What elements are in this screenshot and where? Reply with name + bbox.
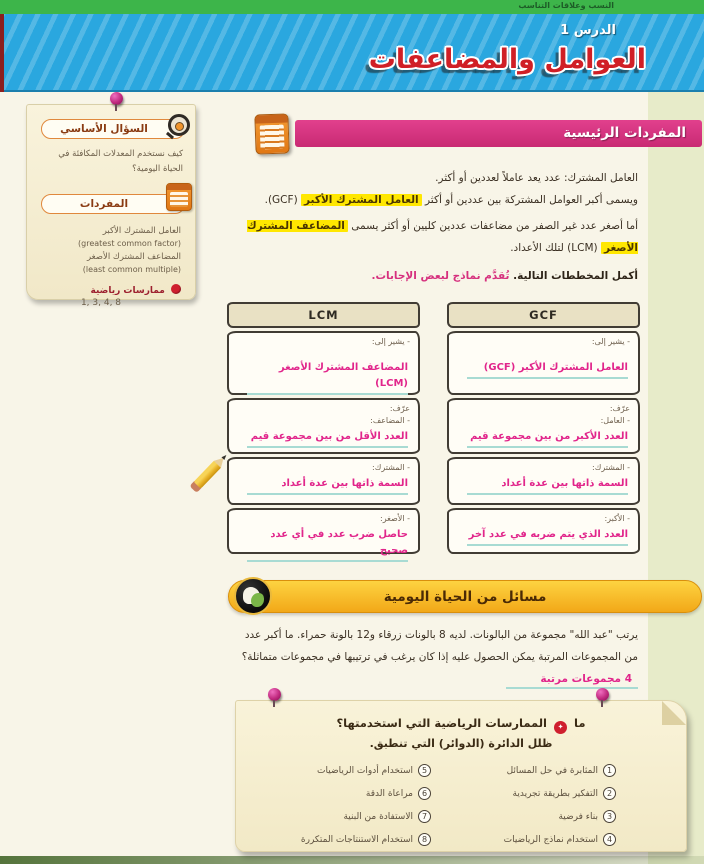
word-problem: يرتب "عبد الله" مجموعة من البالونات. لديه 8 بالونات زرقاء و12 بالونة حمراء. ما أكبر عدد من المجموعات المرتبة يمكن الحصول عليه إذا كان يرغب في ترتيبها في مجموعات متماثلة؟ 4 مجموعات مرتبة — [232, 624, 638, 690]
page-title: العوامل والمضاعفات — [368, 44, 646, 75]
practice-item: 2 التفكير بطريقة تجريدية — [461, 782, 616, 805]
essential-question-title: السؤال الأساسي — [60, 123, 148, 135]
lcm-least-box: - الأصغر: حاصل ضرب عدد في أي عدد صحيح — [227, 508, 420, 554]
practice-item: 7 الاستفادة من البنية — [276, 805, 431, 828]
practice-circle[interactable]: 2 — [603, 787, 616, 800]
unit-strip-label: النسب وعلاقات التناسب — [518, 1, 614, 10]
math-practices-note — [235, 700, 687, 852]
answer-blank[interactable]: العدد الأقل من بين مجموعة قيم — [247, 429, 408, 448]
lcm-chart-header: LCM — [227, 302, 420, 328]
lcm-definition-paragraph: أما أصغر عدد غير الصفر من مضاعفات عددين كليين أو أكثر يسمى المضاعف المشترك الأصغر (LCM) لتلك الأعداد. — [246, 220, 638, 254]
practice-item: 5 استخدام أدوات الرياضيات — [276, 759, 431, 782]
pushpin-icon — [110, 92, 123, 105]
practice-circle[interactable]: 7 — [418, 810, 431, 823]
magnifier-icon — [168, 114, 190, 136]
vocabulary-terms — [35, 224, 181, 277]
pushpin-icon — [596, 688, 609, 701]
answer-blank[interactable]: السمة ذاتها بين عدة أعداد — [247, 476, 408, 495]
practices-question-title: ما ✦ الممارسات الرياضية التي استخدمتها؟ — [236, 716, 686, 734]
gcf-concept-chart — [447, 302, 640, 554]
gcf-highlighted-term: العامل المشترك الأكبر — [301, 194, 422, 206]
answer-blank[interactable]: العدد الأكبر من بين مجموعة قيم — [467, 429, 628, 448]
vocab-term-en: (least common multiple) — [82, 265, 181, 275]
practice-circle[interactable]: 6 — [418, 787, 431, 800]
gcf-common-box: - المشترك: السمة ذاتها بين عدة أعداد — [447, 457, 640, 505]
gcf-define-factor-box: عرّف: - العامل: العدد الأكبر من بين مجموعة قيم — [447, 398, 640, 454]
vocab-card-icon — [166, 183, 192, 211]
vocab-term-en: (greatest common factor) — [78, 239, 181, 249]
sidebar-note — [26, 104, 196, 309]
practice-circle[interactable]: 1 — [603, 764, 616, 777]
essential-question-header — [41, 119, 185, 139]
answer-blank[interactable]: حاصل ضرب عدد في أي عدد صحيح — [247, 527, 408, 562]
pencil-icon — [189, 453, 228, 493]
practice-circle[interactable]: 8 — [418, 833, 431, 846]
unit-strip — [0, 0, 704, 14]
page-edge-decoration — [0, 14, 4, 92]
answer-blank[interactable]: العامل المشترك الأكبر (GCF) — [467, 360, 628, 379]
lesson-header — [0, 14, 704, 92]
practice-badge-icon: ✦ — [554, 721, 567, 734]
vocabulary-title: المفردات — [79, 197, 129, 210]
gcf-chart-header: GCF — [447, 302, 640, 328]
math-practices-label: ممارسات رياضية — [35, 284, 181, 296]
lcm-concept-chart — [227, 302, 420, 554]
daily-life-banner: مسائل من الحياة اليومية — [228, 580, 702, 613]
answer-blank[interactable]: السمة ذاتها بين عدة أعداد — [467, 476, 628, 495]
practice-item: 8 استخدام الاستنتاجات المتكررة — [276, 828, 431, 851]
lcm-highlighted-term: المضاعف المشترك الأصغر — [246, 220, 638, 254]
lesson-number-label: الدرس 1 — [560, 23, 616, 38]
math-practices-numbers: 1, 3, 4, 8 — [80, 298, 122, 309]
practice-item: 6 مراعاة الدقة — [276, 782, 431, 805]
lcm-refers-to-box: - يشير إلى: المضاعف المشترك الأصغر (LCM) — [227, 331, 420, 395]
practice-item: 1 المثابرة في حل المسائل — [461, 759, 616, 782]
pushpin-icon — [268, 688, 281, 701]
vocabulary-header — [41, 194, 185, 214]
vocab-term-ar: المضاعف المشترك الأصغر — [86, 252, 181, 263]
essential-question-text: كيف نستخدم المعدلات المكافئة في الحياة اليومية؟ — [58, 149, 183, 175]
key-vocabulary-banner: المفردات الرئيسية — [295, 120, 702, 147]
practice-circle[interactable]: 3 — [603, 810, 616, 823]
practices-list — [276, 759, 616, 851]
practice-item: 3 بناء فرضية — [461, 805, 616, 828]
practice-item: 4 استخدام نماذج الرياضيات — [461, 828, 616, 851]
practice-circle[interactable]: 4 — [603, 833, 616, 846]
gcf-refers-to-box: - يشير إلى: العامل المشترك الأكبر (GCF) — [447, 331, 640, 395]
charts-instruction: أكمل المخططات التالية. تُقدَّم نماذج لبعض الإجابات. — [371, 270, 638, 282]
gcf-definition-paragraph: العامل المشترك: عدد يعد عاملاً لعددين أو أكثر. ويسمى أكبر العوامل المشتركة بين عددين أو أكثر العامل المشترك الأكبر (GCF). — [264, 172, 638, 206]
vocab-card-icon — [254, 113, 289, 154]
practice-circle[interactable]: 5 — [418, 764, 431, 777]
vocab-term-ar: العامل المشترك الأكبر — [102, 225, 181, 236]
lcm-common-box: - المشترك: السمة ذاتها بين عدة أعداد — [227, 457, 420, 505]
practice-badge-icon — [171, 284, 181, 294]
practices-shade-instruction: ظلل الدائرة (الدوائر) التي تنطبق. — [369, 736, 553, 750]
answer-blank[interactable]: المضاعف المشترك الأصغر (LCM) — [247, 360, 408, 395]
sample-answers-note: تُقدَّم نماذج لبعض الإجابات. — [371, 270, 510, 282]
gcf-greatest-box: - الأكبر: العدد الذي يتم ضربه في عدد آخر — [447, 508, 640, 554]
globe-icon — [234, 577, 272, 615]
answer-blank[interactable]: 4 مجموعات مرتبة — [506, 673, 638, 689]
answer-blank[interactable]: العدد الذي يتم ضربه في عدد آخر — [467, 527, 628, 546]
page-bottom-edge — [0, 856, 704, 864]
lcm-define-multiple-box: عرّف: - المضاعف: العدد الأقل من بين مجموعة قيم — [227, 398, 420, 454]
